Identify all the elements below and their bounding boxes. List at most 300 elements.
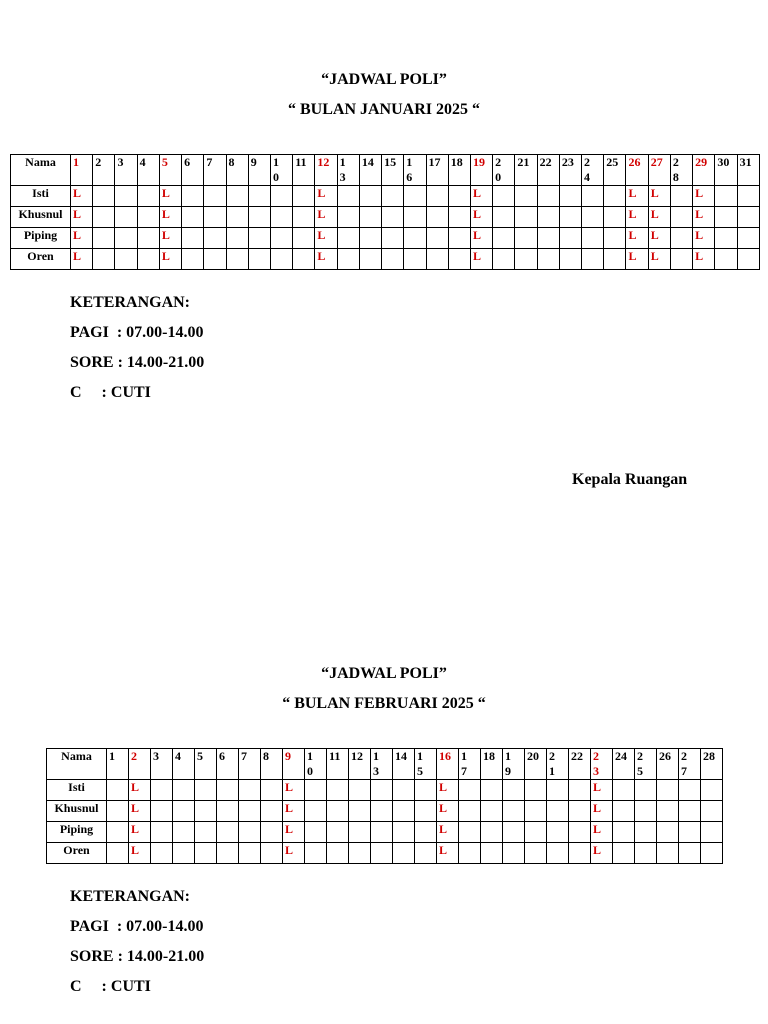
schedule-cell [382, 249, 404, 270]
schedule-cell [107, 822, 129, 843]
schedule-cell [293, 249, 315, 270]
signature-label: Kepala Ruangan [572, 471, 688, 488]
staff-name: Isti [11, 186, 71, 207]
schedule-cell [715, 207, 737, 228]
table-row [47, 801, 723, 822]
schedule-cell [559, 228, 581, 249]
schedule-cell [107, 843, 129, 864]
schedule-cell: L [648, 186, 670, 207]
schedule-cell [537, 207, 559, 228]
schedule-cell [107, 801, 129, 822]
schedule-cell [327, 780, 349, 801]
schedule-cell [217, 843, 239, 864]
column-header-day-31: 31 [737, 155, 759, 186]
schedule-cell [547, 822, 569, 843]
schedule-cell [261, 843, 283, 864]
schedule-cell [715, 228, 737, 249]
schedule-table-january [10, 154, 760, 270]
column-header-day-13: 1 3 [371, 749, 393, 780]
schedule-cell [393, 801, 415, 822]
schedule-cell [93, 207, 115, 228]
schedule-cell [337, 207, 359, 228]
schedule-cell [701, 801, 723, 822]
page-title-february: “JADWAL POLI” [321, 665, 447, 682]
schedule-cell [305, 822, 327, 843]
schedule-cell [604, 207, 626, 228]
staff-name: Khusnul [11, 207, 71, 228]
column-header-nama: Nama [11, 155, 71, 186]
schedule-cell: L [626, 186, 648, 207]
schedule-cell [270, 207, 292, 228]
schedule-cell [569, 780, 591, 801]
schedule-cell [701, 843, 723, 864]
schedule-cell [371, 801, 393, 822]
column-header-day-18: 18 [481, 749, 503, 780]
schedule-cell [359, 186, 381, 207]
column-header-day-9: 9 [283, 749, 305, 780]
schedule-cell: L [159, 228, 181, 249]
column-header-day-14: 14 [359, 155, 381, 186]
schedule-cell [195, 780, 217, 801]
schedule-cell [537, 228, 559, 249]
column-header-day-5: 5 [195, 749, 217, 780]
schedule-cell [582, 228, 604, 249]
schedule-cell [715, 186, 737, 207]
column-header-day-28: 28 [701, 749, 723, 780]
schedule-cell: L [626, 228, 648, 249]
schedule-cell [248, 228, 270, 249]
schedule-cell [415, 780, 437, 801]
schedule-cell [537, 186, 559, 207]
table-row [47, 843, 723, 864]
column-header-day-11: 11 [327, 749, 349, 780]
schedule-cell [515, 207, 537, 228]
schedule-cell [107, 780, 129, 801]
table-row [11, 186, 760, 207]
legend-heading: KETERANGAN: [70, 888, 191, 905]
schedule-cell [679, 801, 701, 822]
schedule-cell [173, 843, 195, 864]
schedule-cell [503, 780, 525, 801]
staff-name: Khusnul [47, 801, 107, 822]
column-header-day-4: 4 [137, 155, 159, 186]
column-header-day-16: 1 6 [404, 155, 426, 186]
column-header-day-29: 29 [693, 155, 715, 186]
schedule-cell [404, 249, 426, 270]
schedule-cell [525, 780, 547, 801]
schedule-cell [481, 822, 503, 843]
schedule-cell [559, 249, 581, 270]
column-header-day-11: 11 [293, 155, 315, 186]
column-header-day-22: 22 [569, 749, 591, 780]
column-header-day-26: 26 [657, 749, 679, 780]
column-header-day-8: 8 [226, 155, 248, 186]
column-header-day-7: 7 [239, 749, 261, 780]
schedule-cell [493, 186, 515, 207]
schedule-cell [93, 228, 115, 249]
schedule-cell: L [626, 249, 648, 270]
column-header-day-10: 1 0 [305, 749, 327, 780]
column-header-day-6: 6 [182, 155, 204, 186]
schedule-cell [448, 249, 470, 270]
schedule-cell [204, 228, 226, 249]
column-header-day-1: 1 [71, 155, 93, 186]
column-header-day-21: 21 [515, 155, 537, 186]
schedule-cell [559, 207, 581, 228]
schedule-cell [582, 186, 604, 207]
schedule-cell [547, 801, 569, 822]
schedule-cell [493, 249, 515, 270]
schedule-cell [459, 801, 481, 822]
column-header-day-24: 2 4 [582, 155, 604, 186]
schedule-cell [393, 780, 415, 801]
column-header-day-23: 2 3 [591, 749, 613, 780]
column-header-day-6: 6 [217, 749, 239, 780]
schedule-cell: L [470, 249, 492, 270]
legend-sore: SORE : 14.00-21.00 [70, 354, 205, 371]
column-header-day-20: 2 0 [493, 155, 515, 186]
staff-name: Piping [11, 228, 71, 249]
schedule-cell [217, 780, 239, 801]
schedule-cell [503, 843, 525, 864]
schedule-cell: L [648, 207, 670, 228]
column-header-nama: Nama [47, 749, 107, 780]
schedule-cell [382, 207, 404, 228]
column-header-day-28: 2 8 [670, 155, 692, 186]
schedule-cell [679, 780, 701, 801]
schedule-cell: L [591, 780, 613, 801]
schedule-cell: L [283, 780, 305, 801]
schedule-cell [415, 843, 437, 864]
schedule-cell [515, 186, 537, 207]
column-header-day-27: 2 7 [679, 749, 701, 780]
column-header-day-25: 25 [604, 155, 626, 186]
schedule-cell: L [71, 228, 93, 249]
schedule-cell [737, 207, 759, 228]
column-header-day-8: 8 [261, 749, 283, 780]
schedule-cell [349, 780, 371, 801]
schedule-cell [261, 822, 283, 843]
schedule-cell [173, 780, 195, 801]
schedule-cell [481, 780, 503, 801]
schedule-cell [151, 822, 173, 843]
schedule-cell [293, 228, 315, 249]
column-header-day-3: 3 [115, 155, 137, 186]
schedule-cell [293, 207, 315, 228]
schedule-cell [204, 207, 226, 228]
schedule-cell [503, 801, 525, 822]
schedule-cell [679, 822, 701, 843]
schedule-cell [613, 843, 635, 864]
schedule-cell: L [283, 843, 305, 864]
schedule-cell [670, 207, 692, 228]
schedule-cell [415, 801, 437, 822]
schedule-cell [547, 780, 569, 801]
schedule-cell: L [648, 228, 670, 249]
schedule-cell [195, 843, 217, 864]
schedule-cell [657, 801, 679, 822]
schedule-cell [327, 843, 349, 864]
schedule-cell: L [591, 822, 613, 843]
schedule-cell [204, 186, 226, 207]
schedule-cell [305, 780, 327, 801]
schedule-cell [337, 186, 359, 207]
schedule-cell [195, 801, 217, 822]
schedule-cell: L [437, 801, 459, 822]
column-header-day-27: 27 [648, 155, 670, 186]
column-header-day-23: 23 [559, 155, 581, 186]
schedule-cell: L [71, 249, 93, 270]
schedule-cell [635, 822, 657, 843]
schedule-cell [701, 780, 723, 801]
schedule-cell: L [315, 249, 337, 270]
column-header-day-25: 2 5 [635, 749, 657, 780]
column-header-day-2: 2 [129, 749, 151, 780]
schedule-cell [115, 186, 137, 207]
column-header-day-1: 1 [107, 749, 129, 780]
schedule-cell [151, 801, 173, 822]
column-header-day-24: 24 [613, 749, 635, 780]
schedule-cell [173, 801, 195, 822]
schedule-cell [582, 207, 604, 228]
schedule-cell [459, 780, 481, 801]
table-header-row [11, 155, 760, 186]
schedule-cell [305, 843, 327, 864]
schedule-cell [248, 186, 270, 207]
schedule-cell [559, 186, 581, 207]
schedule-cell [404, 186, 426, 207]
legend-pagi: PAGI : 07.00-14.00 [70, 324, 204, 341]
schedule-cell: L [159, 249, 181, 270]
column-header-day-22: 22 [537, 155, 559, 186]
schedule-cell [670, 249, 692, 270]
schedule-cell [515, 228, 537, 249]
schedule-cell [359, 228, 381, 249]
column-header-day-3: 3 [151, 749, 173, 780]
schedule-cell [715, 249, 737, 270]
schedule-cell: L [470, 228, 492, 249]
schedule-cell: L [648, 249, 670, 270]
schedule-cell [371, 822, 393, 843]
schedule-cell [635, 843, 657, 864]
schedule-cell: L [129, 822, 151, 843]
schedule-cell [115, 207, 137, 228]
schedule-cell [270, 249, 292, 270]
schedule-cell: L [129, 801, 151, 822]
schedule-cell: L [283, 822, 305, 843]
schedule-cell [182, 249, 204, 270]
column-header-day-15: 1 5 [415, 749, 437, 780]
schedule-cell [393, 822, 415, 843]
schedule-cell: L [315, 207, 337, 228]
schedule-cell [261, 801, 283, 822]
table-row [11, 249, 760, 270]
schedule-cell [515, 249, 537, 270]
schedule-cell: L [437, 822, 459, 843]
schedule-cell [248, 207, 270, 228]
schedule-cell [93, 186, 115, 207]
schedule-cell [151, 843, 173, 864]
schedule-cell [137, 186, 159, 207]
column-header-day-9: 9 [248, 155, 270, 186]
schedule-cell [270, 186, 292, 207]
column-header-day-19: 1 9 [503, 749, 525, 780]
schedule-cell: L [591, 843, 613, 864]
schedule-cell [426, 186, 448, 207]
schedule-cell [93, 249, 115, 270]
schedule-cell [404, 228, 426, 249]
schedule-cell [137, 249, 159, 270]
schedule-cell [635, 780, 657, 801]
column-header-day-14: 14 [393, 749, 415, 780]
schedule-cell [305, 801, 327, 822]
schedule-cell [349, 801, 371, 822]
schedule-cell [481, 843, 503, 864]
schedule-cell [426, 207, 448, 228]
schedule-cell [737, 228, 759, 249]
column-header-day-18: 18 [448, 155, 470, 186]
schedule-cell [327, 822, 349, 843]
schedule-cell [382, 228, 404, 249]
schedule-cell: L [129, 843, 151, 864]
schedule-cell [493, 207, 515, 228]
schedule-cell [657, 822, 679, 843]
legend-sore: SORE : 14.00-21.00 [70, 948, 205, 965]
table-row [11, 207, 760, 228]
column-header-day-17: 17 [426, 155, 448, 186]
schedule-cell: L [693, 228, 715, 249]
schedule-cell [481, 801, 503, 822]
table-row [47, 780, 723, 801]
column-header-day-5: 5 [159, 155, 181, 186]
legend-pagi: PAGI : 07.00-14.00 [70, 918, 204, 935]
page-title-january: “JADWAL POLI” [321, 71, 447, 88]
schedule-cell [448, 186, 470, 207]
column-header-day-13: 1 3 [337, 155, 359, 186]
schedule-cell [525, 801, 547, 822]
column-header-day-26: 26 [626, 155, 648, 186]
schedule-cell [415, 822, 437, 843]
schedule-cell [613, 801, 635, 822]
schedule-cell [701, 822, 723, 843]
schedule-cell [195, 822, 217, 843]
schedule-cell [137, 228, 159, 249]
schedule-cell [613, 780, 635, 801]
table-row [11, 228, 760, 249]
column-header-day-21: 2 1 [547, 749, 569, 780]
schedule-cell: L [470, 207, 492, 228]
column-header-day-7: 7 [204, 155, 226, 186]
schedule-cell [359, 207, 381, 228]
schedule-cell [525, 822, 547, 843]
schedule-cell [459, 843, 481, 864]
schedule-cell [349, 843, 371, 864]
schedule-cell: L [283, 801, 305, 822]
schedule-cell [503, 822, 525, 843]
schedule-cell: L [626, 207, 648, 228]
schedule-cell: L [159, 207, 181, 228]
column-header-day-4: 4 [173, 749, 195, 780]
schedule-cell: L [470, 186, 492, 207]
schedule-cell [270, 228, 292, 249]
schedule-cell [670, 228, 692, 249]
schedule-cell [349, 822, 371, 843]
schedule-cell [226, 249, 248, 270]
schedule-cell [239, 843, 261, 864]
schedule-cell [293, 186, 315, 207]
column-header-day-12: 12 [349, 749, 371, 780]
schedule-cell [337, 228, 359, 249]
schedule-cell [582, 249, 604, 270]
schedule-cell [657, 843, 679, 864]
schedule-cell [569, 801, 591, 822]
staff-name: Isti [47, 780, 107, 801]
staff-name: Oren [47, 843, 107, 864]
schedule-cell [679, 843, 701, 864]
column-header-day-20: 20 [525, 749, 547, 780]
column-header-day-10: 1 0 [270, 155, 292, 186]
schedule-cell [737, 186, 759, 207]
schedule-cell [525, 843, 547, 864]
schedule-cell [359, 249, 381, 270]
schedule-cell [547, 843, 569, 864]
schedule-cell [393, 843, 415, 864]
table-header-row [47, 749, 723, 780]
schedule-cell [337, 249, 359, 270]
schedule-cell [448, 207, 470, 228]
page-subtitle-february: “ BULAN FEBRUARI 2025 “ [282, 695, 486, 712]
schedule-cell [239, 780, 261, 801]
schedule-cell [217, 822, 239, 843]
column-header-day-2: 2 [93, 155, 115, 186]
staff-name: Oren [11, 249, 71, 270]
schedule-cell [248, 249, 270, 270]
schedule-cell [613, 822, 635, 843]
schedule-cell: L [437, 843, 459, 864]
schedule-cell [404, 207, 426, 228]
schedule-cell: L [693, 249, 715, 270]
schedule-cell [261, 780, 283, 801]
schedule-cell [226, 186, 248, 207]
schedule-cell [226, 207, 248, 228]
schedule-cell: L [159, 186, 181, 207]
schedule-cell [459, 822, 481, 843]
table-row [47, 822, 723, 843]
legend-cuti: C : CUTI [70, 384, 151, 401]
schedule-cell [137, 207, 159, 228]
schedule-cell [151, 780, 173, 801]
schedule-cell [737, 249, 759, 270]
schedule-cell: L [315, 186, 337, 207]
schedule-cell: L [437, 780, 459, 801]
schedule-cell [182, 228, 204, 249]
page-subtitle-january: “ BULAN JANUARI 2025 “ [287, 101, 480, 118]
column-header-day-12: 12 [315, 155, 337, 186]
schedule-cell: L [315, 228, 337, 249]
schedule-cell [657, 780, 679, 801]
legend-cuti: C : CUTI [70, 978, 151, 995]
schedule-cell [537, 249, 559, 270]
schedule-cell [604, 228, 626, 249]
schedule-cell: L [71, 186, 93, 207]
schedule-cell [239, 801, 261, 822]
schedule-table-february [46, 748, 723, 864]
schedule-cell [371, 843, 393, 864]
schedule-cell: L [71, 207, 93, 228]
schedule-cell [635, 801, 657, 822]
schedule-cell [204, 249, 226, 270]
schedule-cell [226, 228, 248, 249]
